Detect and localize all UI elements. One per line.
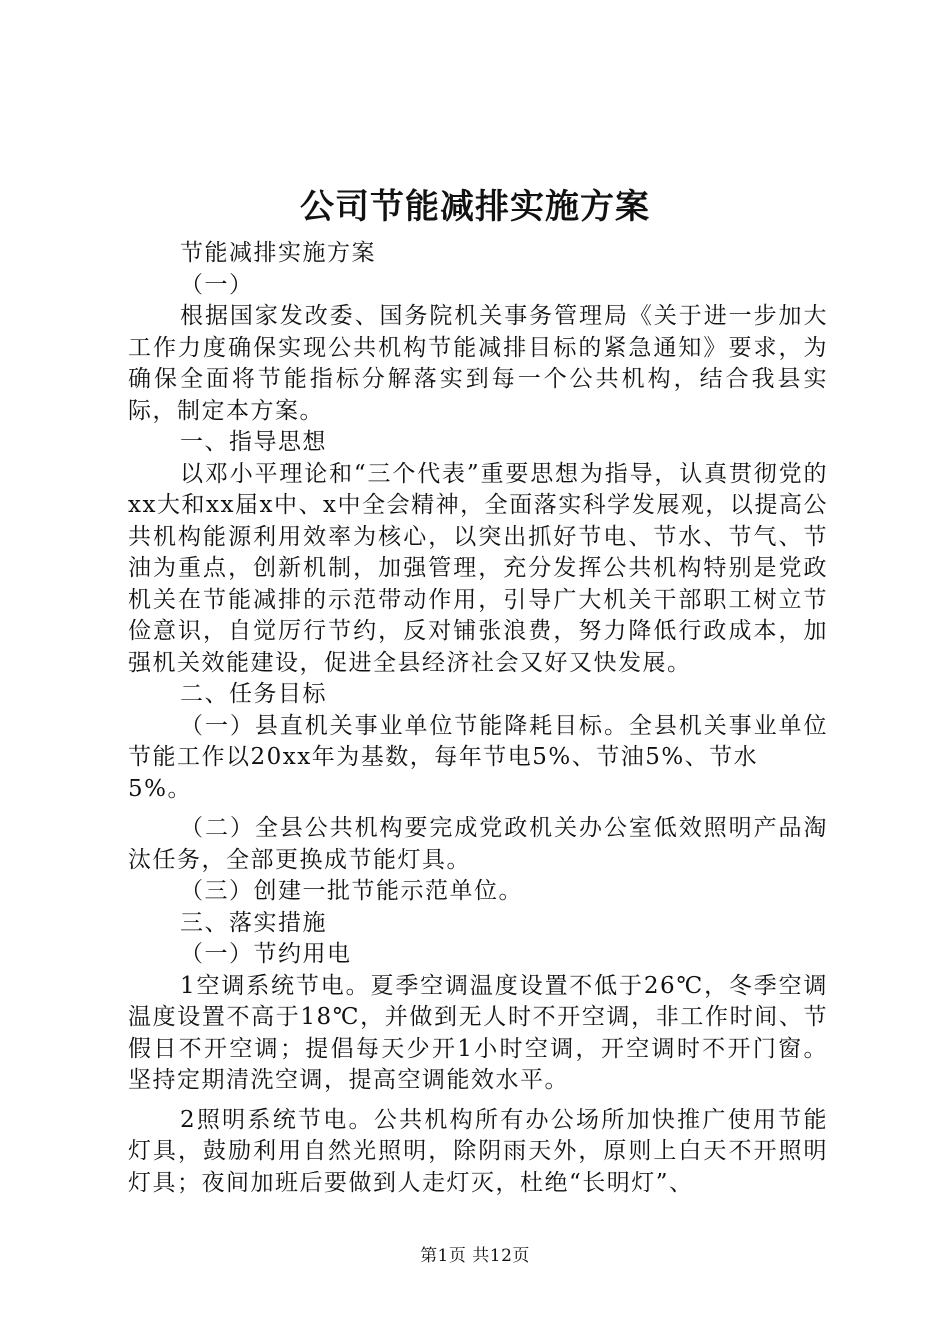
document-title: 公司节能减排实施方案 — [300, 187, 650, 227]
task-goal-1-continuation: 5%。 — [128, 775, 192, 802]
page-number-footer: 第1页 共12页 — [420, 1246, 530, 1266]
guiding-ideology-paragraph: 以邓小平理论和“三个代表”重要思想为指导，认真贯彻党的xx大和xx届x中、x中全会精神，全面落实科学发展观，以提高公共机构能源利用效率为核心，以突出抓好节电、节水、节气、节油为重点，创新机制，加强管理，充分发挥公共机构特别是党政机关在节能减排的示范带动作用，引导广大机关干部职工树立节俭意识，自觉厉行节约，反对铺张浪费，努力降低行政成本，加强机关效能建设，促进全县经济社会又好又快发展。 — [128, 460, 828, 676]
intro-paragraph: 根据国家发改委、国务院机关事务管理局《关于进一步加大工作力度确保实现公共机构节能减排目标的紧急通知》要求，为确保全面将节能指标分解落实到每一个公共机构，结合我县实际，制定本方案。 — [128, 303, 828, 424]
task-goal-3-paragraph: （三）创建一批节能示范单位。 — [180, 878, 523, 904]
part-marker: （一） — [180, 271, 254, 298]
document-body — [128, 238, 828, 1199]
subtitle-paragraph: 节能减排实施方案 — [180, 240, 376, 266]
section-heading-task-goals: 二、任务目标 — [180, 681, 327, 707]
subsection-heading-save-electricity: （一）节约用电 — [180, 941, 352, 967]
measure-lighting-paragraph: 2照明系统节电。公共机构所有办公场所加快推广使用节能灯具，鼓励利用自然光照明，除阴雨天外，原则上白天不开照明灯具；夜间加班后要做到人走灯灭，杜绝“长明灯”、 — [128, 1106, 828, 1196]
measure-ac-paragraph: 1空调系统节电。夏季空调温度设置不低于26℃，冬季空调温度设置不高于18℃，并做到无人时不开空调，非工作时间、节假日不开空调；提倡每天少开1小时空调，开空调时不开门窗。坚持定期清洗空调，提高空调能效水平。 — [128, 972, 828, 1093]
task-goal-1-paragraph: （一）县直机关事业单位节能降耗目标。全县机关事业单位节能工作以20xx年为基数，每年节电5%、节油5%、节水 — [128, 712, 828, 770]
section-heading-guiding-ideology: 一、指导思想 — [180, 429, 327, 455]
task-goal-2-paragraph: （二）全县公共机构要完成党政机关办公室低效照明产品淘汰任务，全部更换成节能灯具。 — [128, 815, 828, 873]
section-heading-measures: 三、落实措施 — [180, 909, 327, 936]
